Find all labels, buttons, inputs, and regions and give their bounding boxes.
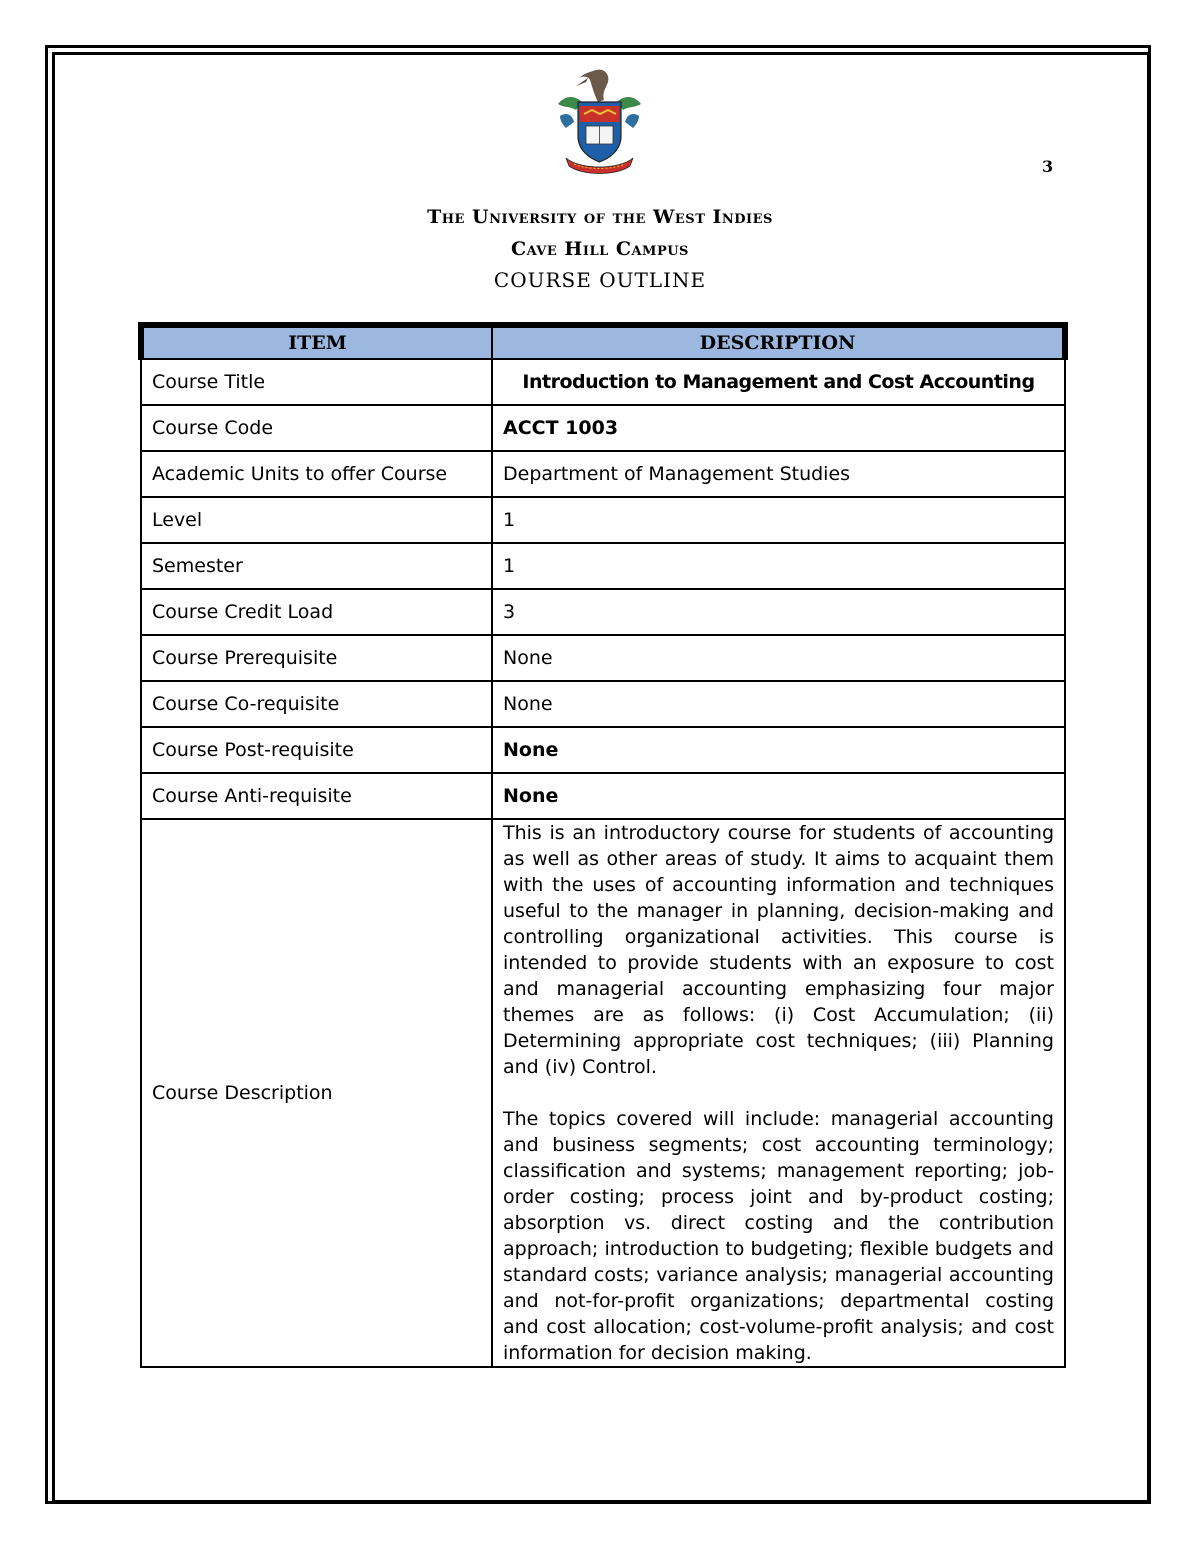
table-row: [141, 635, 1065, 681]
table-row: [141, 543, 1065, 589]
row-label: Course Code: [141, 405, 492, 451]
semester-value: 1: [492, 543, 1065, 589]
column-header-description: DESCRIPTION: [492, 325, 1065, 359]
row-label: Course Description: [141, 819, 492, 1367]
course-description-value: [492, 819, 1065, 1367]
row-label: Course Title: [141, 359, 492, 405]
row-label: Course Co-requisite: [141, 681, 492, 727]
row-label: Semester: [141, 543, 492, 589]
column-header-item: ITEM: [141, 325, 492, 359]
university-crest-logo: [552, 66, 647, 176]
table-row: [141, 589, 1065, 635]
table-row: [141, 405, 1065, 451]
course-outline-table: [138, 322, 1068, 1368]
postrequisite-value: None: [492, 727, 1065, 773]
table-row: [141, 727, 1065, 773]
table-row: [141, 359, 1065, 405]
university-name: The University of the West Indies: [427, 206, 773, 228]
table-row: [141, 681, 1065, 727]
description-paragraph: The topics covered will include: managerial accounting and business segments; cost accounting terminology; classification and systems; management reporting; job-order costing; process joint and by-product costing; absorption vs. direct costing and the contribution approach; introduction to budgeting; flexible budgets and standard costs; variance analysis; managerial accounting and not-for-profit organizations; departmental costing and cost allocation; cost-volume-profit analysis; and cost information for decision making.: [503, 1108, 1054, 1364]
antirequisite-value: None: [492, 773, 1065, 819]
row-label: Academic Units to offer Course: [141, 451, 492, 497]
description-paragraph: This is an introductory course for students of accounting as well as other areas of study. It aims to acquaint them with the uses of accounting information and techniques useful to the manager in planning, decision-making and controlling organizational activities. This course is intended to provide students with an exposure to cost and managerial accounting emphasizing four major themes are as follows: (i) Cost Accumulation; (ii) Determining appropriate cost techniques; (iii) Planning and (iv) Control.: [503, 822, 1054, 1078]
row-label: Course Post-requisite: [141, 727, 492, 773]
row-label: Course Credit Load: [141, 589, 492, 635]
academic-unit-value: Department of Management Studies: [492, 451, 1065, 497]
course-title-value: Introduction to Management and Cost Accounting: [492, 359, 1065, 405]
table-row: [141, 497, 1065, 543]
row-label: Course Prerequisite: [141, 635, 492, 681]
row-label: Course Anti-requisite: [141, 773, 492, 819]
level-value: 1: [492, 497, 1065, 543]
page-number: 3: [1042, 157, 1054, 176]
table-header-row: [141, 325, 1065, 359]
table-row: [141, 451, 1065, 497]
row-label: Level: [141, 497, 492, 543]
table-row-description: [141, 819, 1065, 1367]
campus-name: Cave Hill Campus: [511, 238, 689, 260]
table-row: [141, 773, 1065, 819]
prerequisite-value: None: [492, 635, 1065, 681]
course-code-value: ACCT 1003: [492, 405, 1065, 451]
corequisite-value: None: [492, 681, 1065, 727]
document-title: COURSE OUTLINE: [493, 268, 707, 292]
credit-load-value: 3: [492, 589, 1065, 635]
